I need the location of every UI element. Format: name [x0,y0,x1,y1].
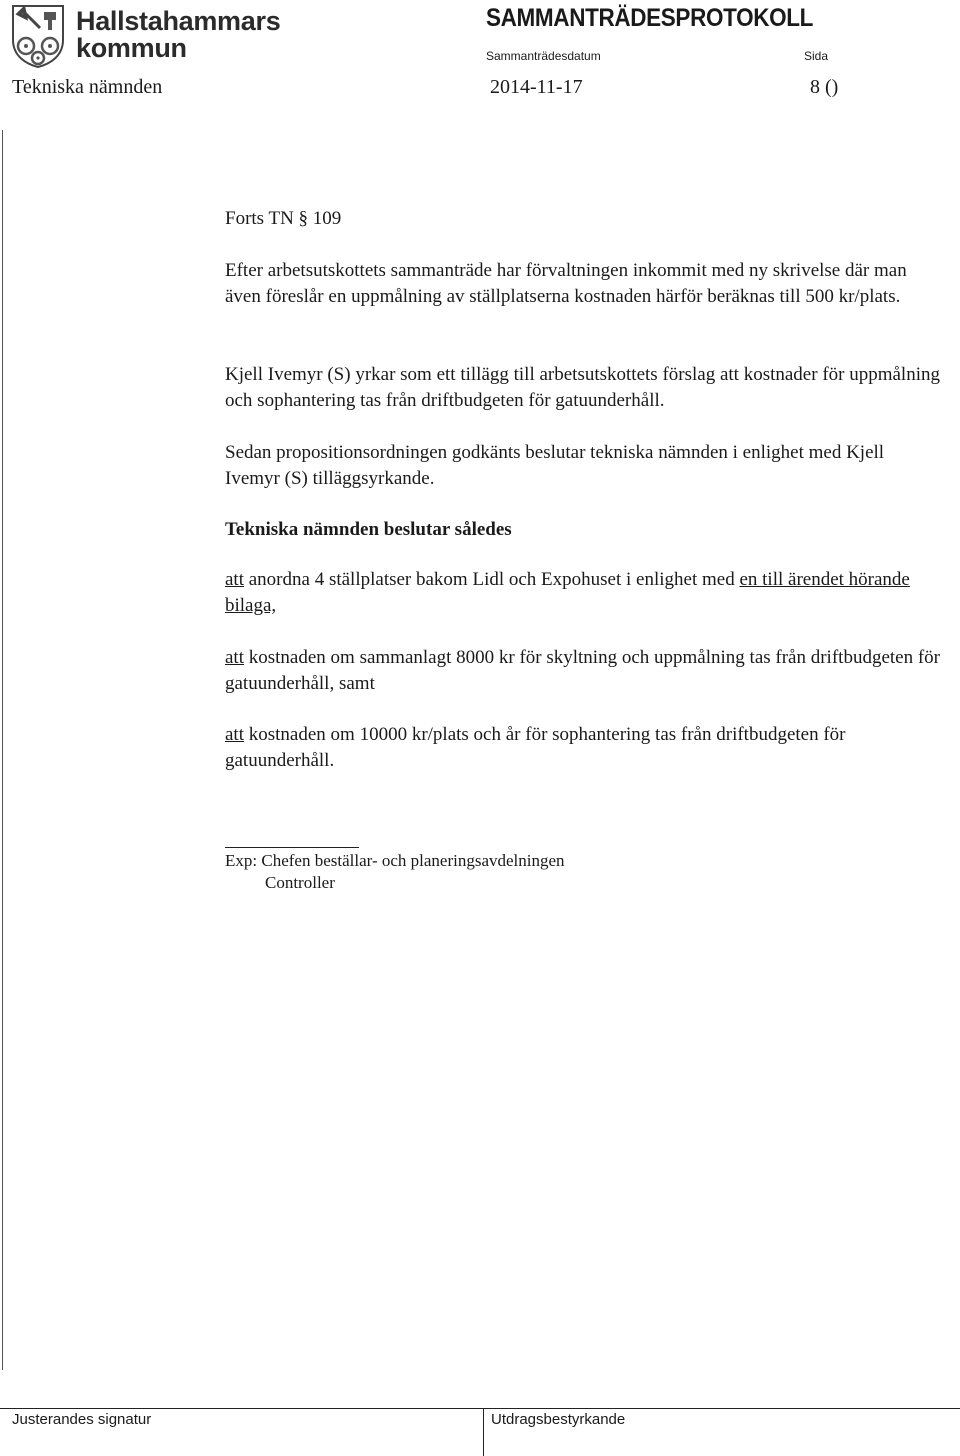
att-marker: att [225,569,244,590]
decision-heading: Tekniska nämnden beslutar således [225,519,512,540]
meeting-date: 2014-11-17 [490,76,583,98]
footer-divider [483,1408,484,1456]
signature-field-label: Justerandes signatur [12,1411,152,1428]
distribution-rule [225,847,359,848]
decision-item [225,645,940,697]
committee-name: Tekniska nämnden [12,76,163,98]
att-marker: att [225,647,244,668]
org-name-line1: Hallstahammars [76,6,281,36]
paragraph-background: Efter arbetsutskottets sammanträde har förvaltningen inkommit med ny skrivelse där man även föreslår en uppmålning av ställplatserna kostnaden härför beräknas till 500 kr/plats. [225,260,907,307]
paragraph-motion: Kjell Ivemyr (S) yrkar som ett tillägg till arbetsutskottets förslag att kostnader för uppmålning och sophantering tas från driftbudgeten för gatuunderhåll. [225,364,940,411]
decision-text: anordna 4 ställplatser bakom Lidl och Expohuset i enlighet med [244,569,740,590]
distribution-line: Controller [265,873,335,892]
decision-item [225,722,940,774]
attachment-reference: en till ärendet hörande bilaga, [225,569,910,616]
section-reference: Forts TN § 109 [225,208,342,229]
distribution-line: Exp: Chefen beställar- och planeringsavdelningen [225,851,565,870]
paragraph-procedure: Sedan propositionsordningen godkänts beslutar tekniska nämnden i enlighet med Kjell Ivemyr (S) tilläggsyrkande. [225,442,885,489]
decision-item [225,567,940,619]
document-type-title: SAMMANTRÄDESPROTOKOLL [486,4,814,32]
municipality-logo [10,4,281,68]
margin-rule [2,130,3,1370]
decision-text: kostnaden om 10000 kr/plats och år för sophantering tas från driftbudgeten för gatuunderhåll. [225,724,846,771]
coat-of-arms-icon [10,4,66,68]
decision-text: kostnaden om sammanlagt 8000 kr för skyltning och uppmålning tas från driftbudgeten för gatuunderhåll, samt [225,647,940,694]
footer-rule [0,1408,960,1409]
org-name-line2: kommun [76,33,187,63]
att-marker: att [225,724,244,745]
page-number: 8 () [810,76,839,98]
page-label: Sida [804,49,829,63]
certification-field-label: Utdragsbestyrkande [491,1411,626,1428]
meeting-date-label: Sammanträdesdatum [486,49,601,63]
